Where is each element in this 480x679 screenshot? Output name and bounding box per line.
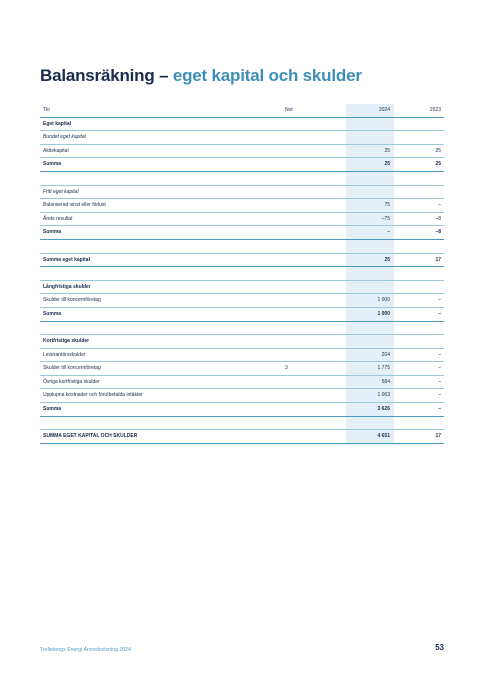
row-label: Leverantörsskulder (43, 351, 86, 358)
table-row (40, 145, 444, 159)
row-label: Skulder till koncernföretag (43, 365, 101, 372)
row-value-2023: – (438, 310, 441, 317)
footer-report-name: Trelleborgs Energi Årsredovisning 2024 (40, 647, 131, 653)
table-row (40, 281, 444, 295)
row-value-2023: – (438, 406, 441, 413)
row-value-2023: –8 (435, 229, 441, 236)
table-row (40, 376, 444, 390)
row-value-2023: – (438, 351, 441, 358)
table-row (40, 389, 444, 403)
row-label: Fritt eget kapital (43, 188, 79, 195)
row-label: Aktiekapital (43, 147, 69, 154)
spacer-row (40, 322, 444, 336)
row-value-2024: 25 (384, 147, 390, 154)
row-value-2024: 1 000 (377, 310, 390, 317)
table-row (40, 335, 444, 349)
highlight-column-2024 (346, 322, 394, 335)
header-2024: 2024 (378, 107, 390, 113)
table-body (40, 118, 444, 444)
highlight-column-2024 (346, 186, 394, 199)
row-value-2023: – (438, 392, 441, 399)
row-value-2024: 25 (384, 161, 390, 168)
header-2023: 2023 (429, 107, 441, 113)
highlight-column-2024 (346, 281, 394, 294)
page-title (40, 66, 362, 86)
row-label: Kortfristiga skulder (43, 338, 90, 345)
row-value-2023: 17 (435, 433, 441, 440)
row-label: Bundet eget kapital (43, 134, 86, 141)
row-value-2024: 584 (381, 378, 390, 385)
row-label: Summa (43, 161, 62, 168)
row-value-2024: 25 (384, 256, 390, 263)
highlight-column-2024 (346, 131, 394, 144)
row-value-2024: 204 (381, 351, 390, 358)
table-row (40, 199, 444, 213)
row-value-2024: 3 626 (377, 406, 390, 413)
row-value-2023: – (438, 297, 441, 304)
row-label: SUMMA EGET KAPITAL OCH SKULDER (43, 433, 138, 440)
row-label: Summa (43, 406, 62, 413)
row-value-2024: 1 775 (377, 365, 390, 372)
row-label: Skulder till koncernföretag (43, 297, 101, 304)
table-row (40, 430, 444, 444)
row-value-2024: 1 000 (377, 297, 390, 304)
highlight-column-2024 (346, 118, 394, 131)
table-row (40, 254, 444, 268)
row-value-2024: 4 651 (377, 433, 390, 440)
table-row (40, 226, 444, 240)
spacer-row (40, 417, 444, 431)
balance-sheet-table (40, 104, 444, 444)
row-label: Summa (43, 310, 62, 317)
highlight-column-2024 (346, 240, 394, 253)
table-row (40, 403, 444, 417)
table-row (40, 362, 444, 376)
table-row (40, 308, 444, 322)
row-label: Summa eget kapital (43, 256, 90, 263)
row-value-2023: 25 (435, 147, 441, 154)
header-note: Not (285, 107, 293, 113)
row-note: 3 (285, 365, 288, 372)
row-value-2023: 17 (435, 256, 441, 263)
spacer-row (40, 172, 444, 186)
row-value-2023: – (438, 202, 441, 209)
spacer-row (40, 267, 444, 281)
row-label: Årets resultat (43, 215, 73, 222)
header-label: Tkr (43, 107, 51, 113)
row-label: Övriga kortfristiga skulder (43, 378, 100, 385)
row-label: Långfristiga skulder (43, 283, 91, 290)
table-row (40, 118, 444, 132)
row-value-2024: 1 063 (377, 392, 390, 399)
highlight-column-2024 (346, 267, 394, 280)
table-row (40, 186, 444, 200)
highlight-column-2024 (346, 417, 394, 430)
table-row (40, 349, 444, 363)
row-label: Balanserad vinst eller förlust (43, 202, 106, 209)
row-label: Upplupna kostnader och förutbetalda intäkter (43, 392, 143, 399)
row-label: Summa (43, 229, 62, 236)
page-number: 53 (435, 643, 444, 652)
table-row (40, 213, 444, 227)
row-value-2023: – (438, 365, 441, 372)
table-row (40, 294, 444, 308)
row-value-2023: 25 (435, 161, 441, 168)
row-value-2023: –8 (435, 215, 441, 222)
row-value-2024: 75 (384, 202, 390, 209)
table-header-row (40, 104, 444, 118)
row-value-2024: – (387, 229, 390, 236)
spacer-row (40, 240, 444, 254)
page-title-main: Balansräkning – (40, 66, 169, 85)
highlight-column-2024 (346, 172, 394, 185)
highlight-column-2024 (346, 335, 394, 348)
table-row (40, 158, 444, 172)
table-row (40, 131, 444, 145)
row-value-2024: –75 (381, 215, 390, 222)
row-label: Eget kapital (43, 120, 72, 127)
row-value-2023: – (438, 378, 441, 385)
page-title-accent: eget kapital och skulder (172, 66, 362, 85)
